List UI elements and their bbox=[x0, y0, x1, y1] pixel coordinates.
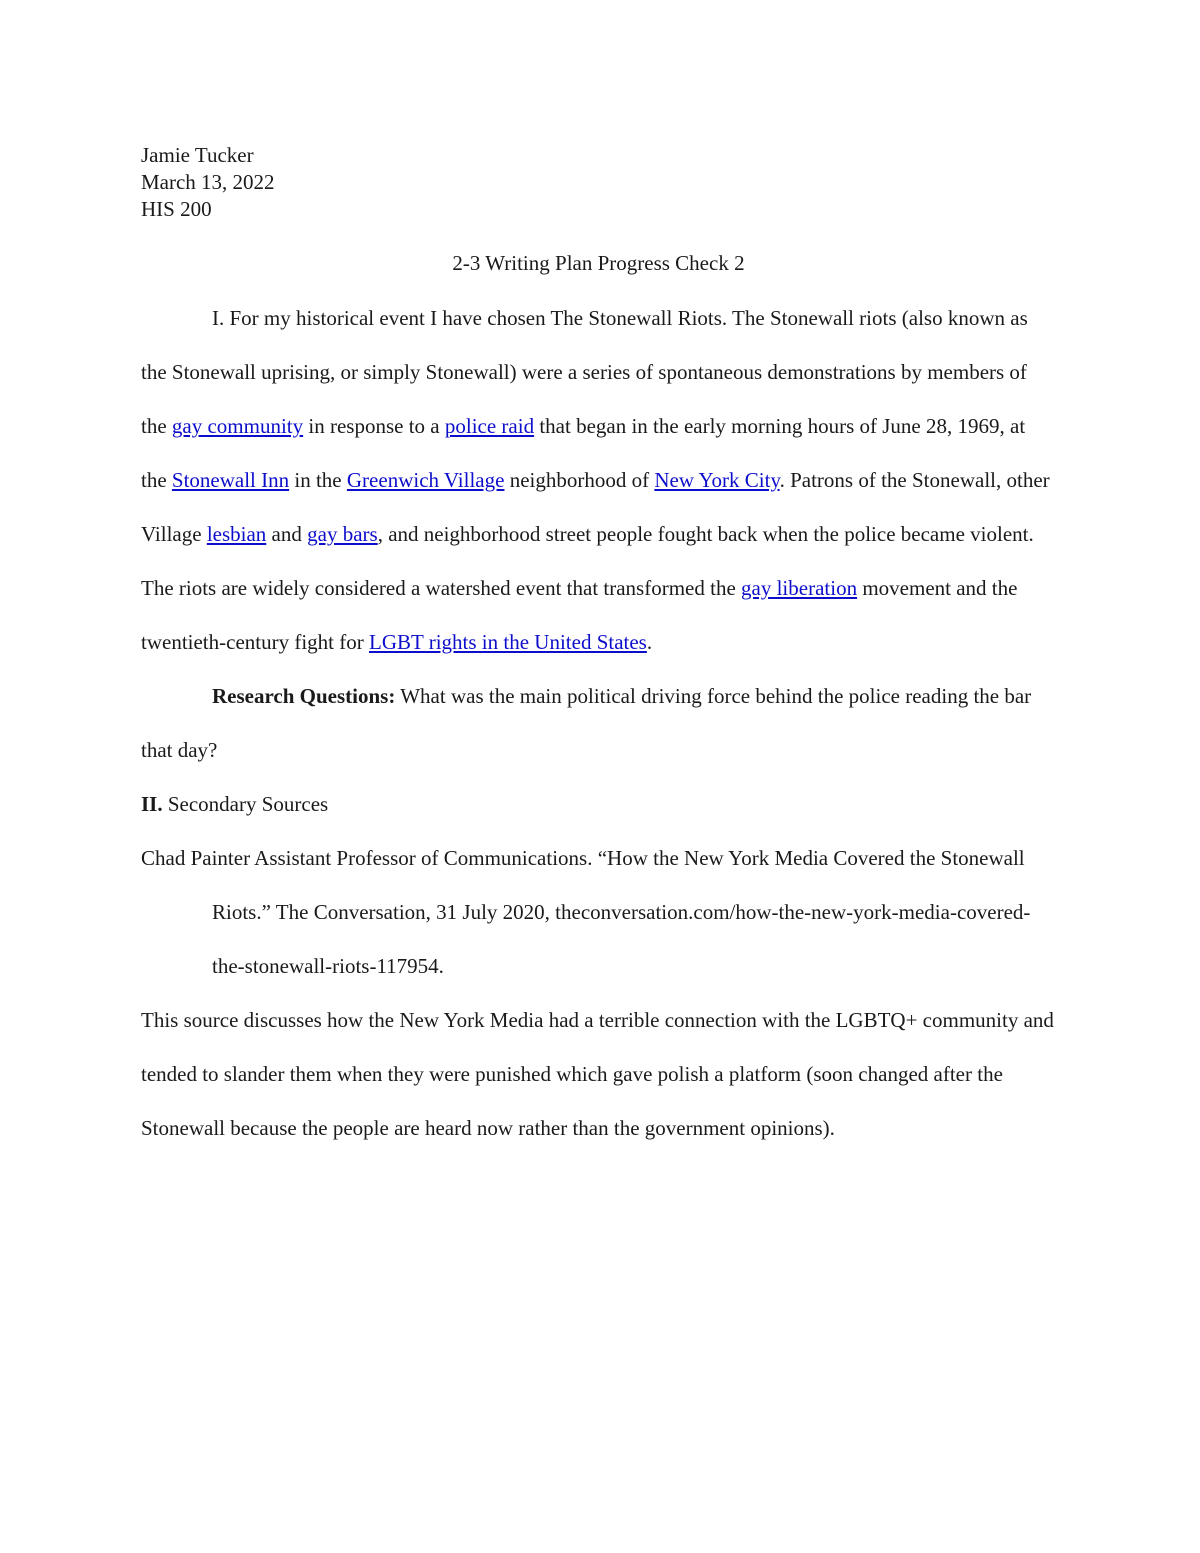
research-questions-paragraph bbox=[141, 669, 1056, 777]
paragraph-text: I. For my historical event I have chosen The Stonewall Riots. The Stonewall riots (also known as the Stonewall uprising, or simply Stonewall) were a series of spontaneous demonstrations by members of the bbox=[141, 306, 1028, 438]
link-new-york-city[interactable]: New York City bbox=[654, 468, 780, 492]
link-police-raid[interactable]: police raid bbox=[444, 414, 535, 438]
link-stonewall-inn[interactable]: Stonewall Inn bbox=[171, 468, 290, 492]
link-greenwich-village[interactable]: Greenwich Village bbox=[346, 468, 505, 492]
paragraph-text: . bbox=[646, 630, 653, 654]
section-two-heading bbox=[141, 777, 1056, 831]
document-date: March 13, 2022 bbox=[141, 170, 275, 194]
paragraph-text: . Patrons of the Stonewall, other Village bbox=[141, 468, 1050, 546]
document-title: 2-3 Writing Plan Progress Check 2 bbox=[452, 251, 745, 275]
document-page bbox=[141, 142, 1056, 1155]
course-code: HIS 200 bbox=[141, 197, 212, 221]
source-annotation: This source discusses how the New York Media had a terrible connection with the LGBTQ+ community and tended to slander them when they were punished which gave polish a platform (soon changed after the Stonewall because the people are heard now rather than the government opinions). bbox=[141, 1008, 1054, 1140]
link-lgbt-rights[interactable]: LGBT rights in the United States bbox=[369, 630, 647, 654]
section-one-paragraph bbox=[141, 291, 1056, 669]
author-name: Jamie Tucker bbox=[141, 143, 254, 167]
paragraph-text: movement and the twentieth-century fight for bbox=[141, 576, 1018, 654]
link-gay-community[interactable]: gay community bbox=[171, 414, 304, 438]
paragraph-text: in response to a bbox=[303, 414, 445, 438]
paragraph-text: that began in the early morning hours of June 28, 1969, at the bbox=[141, 414, 1026, 492]
paragraph-text: in the bbox=[289, 468, 347, 492]
link-gay-bars[interactable]: gay bars bbox=[307, 522, 378, 546]
paragraph-text: neighborhood of bbox=[504, 468, 655, 492]
research-questions-text: What was the main political driving force behind the police reading the bar that day? bbox=[141, 684, 1032, 762]
link-lesbian[interactable]: lesbian bbox=[206, 522, 267, 546]
link-gay-liberation[interactable]: gay liberation bbox=[741, 576, 858, 600]
research-questions-label: Research Questions: bbox=[212, 684, 396, 708]
citation-entry: Chad Painter Assistant Professor of Communications. “How the New York Media Covered the Stonewall Riots.” The Conversation, 31 July 2020, theconversation.com/how-the-new-york-media-covered-the-stonewall-riots-117954. bbox=[141, 846, 1031, 978]
paragraph-text: and bbox=[266, 522, 308, 546]
section-two-numeral: II. bbox=[141, 792, 163, 816]
section-two-title: Secondary Sources bbox=[162, 792, 329, 816]
paragraph-text: , and neighborhood street people fought back when the police became violent. The riots are widely considered a watershed event that transformed the bbox=[141, 522, 1034, 600]
